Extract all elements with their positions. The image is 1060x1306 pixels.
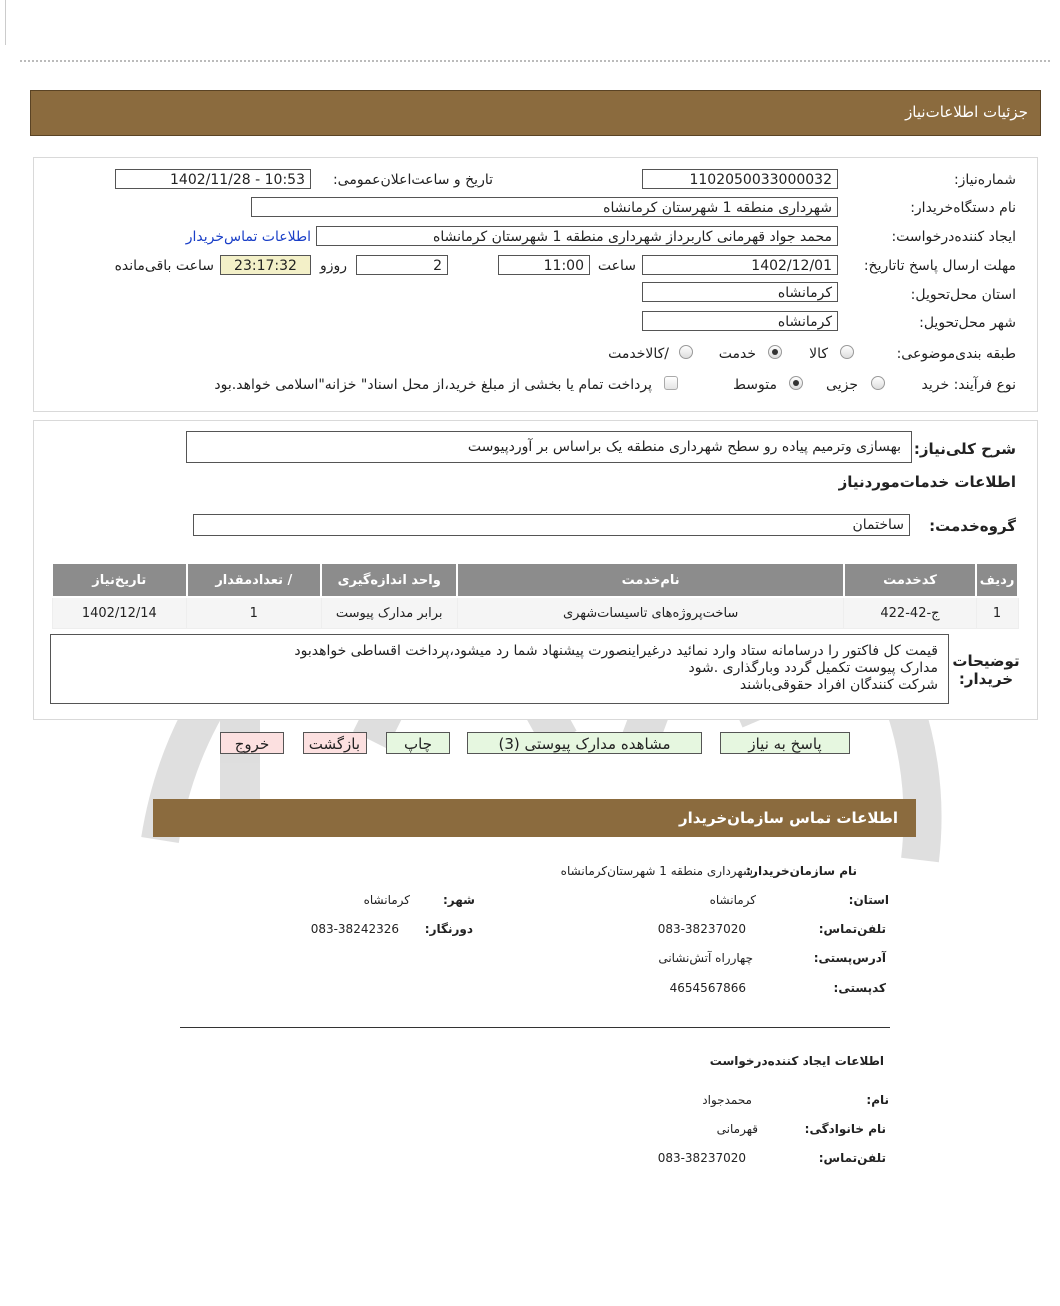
contact-phone-label: تلفن‌تماس: [818,922,886,936]
creator-family-label: نام خانوادگی: [804,1122,886,1136]
contact-postal: 4654567866 [669,981,746,995]
treasury-checkbox[interactable] [664,376,678,390]
services-table [51,562,1019,629]
contact-title: اطلاعات تماس سازمان‌خریدار [678,809,898,827]
top-divider [20,60,1050,62]
col-name-header: نام‌خدمت [457,563,843,597]
col-date-header: تاریخ‌نیاز [52,563,187,597]
need-number-field: 1102050033000032 [642,169,838,189]
remaining-label: ساعت باقی‌مانده [114,258,214,274]
exit-button[interactable]: خروج [220,732,284,754]
buyer-org-field: شهرداری منطقه 1 شهرستان کرمانشاه [251,197,838,217]
process-label: نوع فرآیند: خرید [921,377,1016,393]
contact-address: چهارراه آتش‌نشانی [658,951,753,965]
contact-city: کرمانشاه [363,893,410,907]
reply-button[interactable]: پاسخ به نیاز [720,732,850,754]
creator-family: قهرمانی [716,1122,758,1136]
notes-label: توضیحات خریدار: [952,652,1020,688]
creator-phone-label: تلفن‌تماس: [818,1151,886,1165]
table-header-row [52,563,1018,597]
city-label: شهر محل‌تحویل: [919,315,1016,331]
category-both-radio[interactable] [679,345,693,359]
category-label: طبقه بندی‌موضوعی: [896,346,1016,362]
deadline-time-field: 11:00 [498,255,590,275]
days-label: روزو [319,258,347,274]
contact-fax: 083-38242326 [310,922,399,936]
col-qty-header: / تعدادمقدار [187,563,321,597]
category-goods-label: کالا [809,346,828,362]
category-goods-radio[interactable] [840,345,854,359]
cell-date: 1402/12/14 [52,597,187,629]
description-label: شرح کلی‌نیاز: [913,440,1016,458]
creator-name-label: نام: [866,1093,889,1107]
notes-line-2: مدارک پیوست تکمیل گردد وبارگذاری .شود [688,660,938,676]
contact-fax-label: دورنگار: [424,922,473,936]
category-service-radio[interactable] [768,345,782,359]
contact-info-link[interactable]: اطلاعات تماس‌خریدار [185,229,311,245]
notes-line-3: شرکت کنندگان افراد حقوقی‌باشند [739,677,938,693]
need-number-label: شماره‌نیاز: [953,172,1016,188]
process-medium-radio[interactable] [789,376,803,390]
service-group-label: گروه‌خدمت: [929,517,1016,535]
days-field: 2 [356,255,448,275]
contact-city-label: شهر: [443,893,475,907]
process-partial-radio[interactable] [871,376,885,390]
cell-name: ساخت‌پروژه‌های تاسیسات‌شهری [457,597,843,629]
description-field: بهسازی وترمیم پیاده رو سطح شهرداری منطقه یک براساس بر آوردپیوست [186,431,912,463]
city-field: کرمانشاه [642,311,838,331]
contact-phone: 083-38237020 [657,922,746,936]
cell-code: ج-42-422 [844,597,976,629]
view-attachments-button[interactable]: مشاهده مدارک پیوستی (3) [467,732,702,754]
cell-qty: 1 [187,597,321,629]
contact-province-label: استان: [848,893,889,907]
table-row [52,597,1018,629]
notes-box [50,634,949,704]
page-header [30,90,1041,136]
process-medium-label: متوسط [733,377,777,393]
col-code-header: کدخدمت [844,563,976,597]
deadline-label: مهلت ارسال پاسخ تا‌تاریخ: [863,258,1016,274]
treasury-note: پرداخت تمام یا بخشی از مبلغ خرید،از محل اسناد" خزانه"اسلامی خواهد.بود [214,377,652,393]
creator-field: محمد جواد قهرمانی کاربرداز شهرداری منطقه 1 شهرستان کرمانشاه [316,226,838,246]
service-group-field: ساختمان [193,514,910,536]
contact-province: کرمانشاه [709,893,756,907]
page-title: جزئیات اطلاعات‌نیاز [905,103,1028,121]
col-row-header: ردیف [976,563,1018,597]
buyer-org-label: نام دستگاه‌خریدار: [910,200,1016,216]
contact-org-label: نام سازمان‌خریدار: [746,864,857,878]
contact-org: شهرداری منطقه 1 شهرستان‌کرمانشاه [560,864,753,878]
category-service-label: خدمت [718,346,756,362]
col-unit-header: واحد اندازه‌گیری [321,563,457,597]
contact-address-label: آدرس‌پستی: [813,951,886,965]
process-partial-label: جزیی [826,377,858,393]
deadline-date-field: 1402/12/01 [642,255,838,275]
province-field: کرمانشاه [642,282,838,302]
time-label: ساعت [597,258,636,274]
left-border [5,0,6,45]
creator-phone: 083-38237020 [657,1151,746,1165]
details-panel [33,157,1038,412]
section-divider [180,1027,890,1028]
announce-label: تاریخ و ساعت‌اعلان‌عمومی: [332,172,493,188]
notes-line-1: قیمت کل فاکتور را درسامانه ستاد وارد نمائید درغیراینصورت پیشنهاد شما رد میشود،پرداخت اقساطی خواهدبود [294,643,938,659]
back-button[interactable]: بازگشت [303,732,367,754]
cell-unit: برابر مدارک پیوست [321,597,457,629]
category-both-label: /کالاخدمت [608,346,669,362]
cell-row: 1 [976,597,1018,629]
remaining-time-field: 23:17:32 [220,255,311,275]
contact-header [153,799,916,837]
creator-label: ایجاد کننده‌درخواست: [891,229,1016,245]
creator-name: محمدجواد [702,1093,752,1107]
services-title: اطلاعات خدمات‌موردنیاز [838,473,1016,491]
contact-postal-label: کد‌پستی: [833,981,886,995]
print-button[interactable]: چاپ [386,732,450,754]
creator-info-title: اطلاعات ایجاد کننده‌درخواست [709,1054,884,1068]
announce-field: 1402/11/28 - 10:53 [115,169,311,189]
province-label: استان محل‌تحویل: [910,287,1016,303]
